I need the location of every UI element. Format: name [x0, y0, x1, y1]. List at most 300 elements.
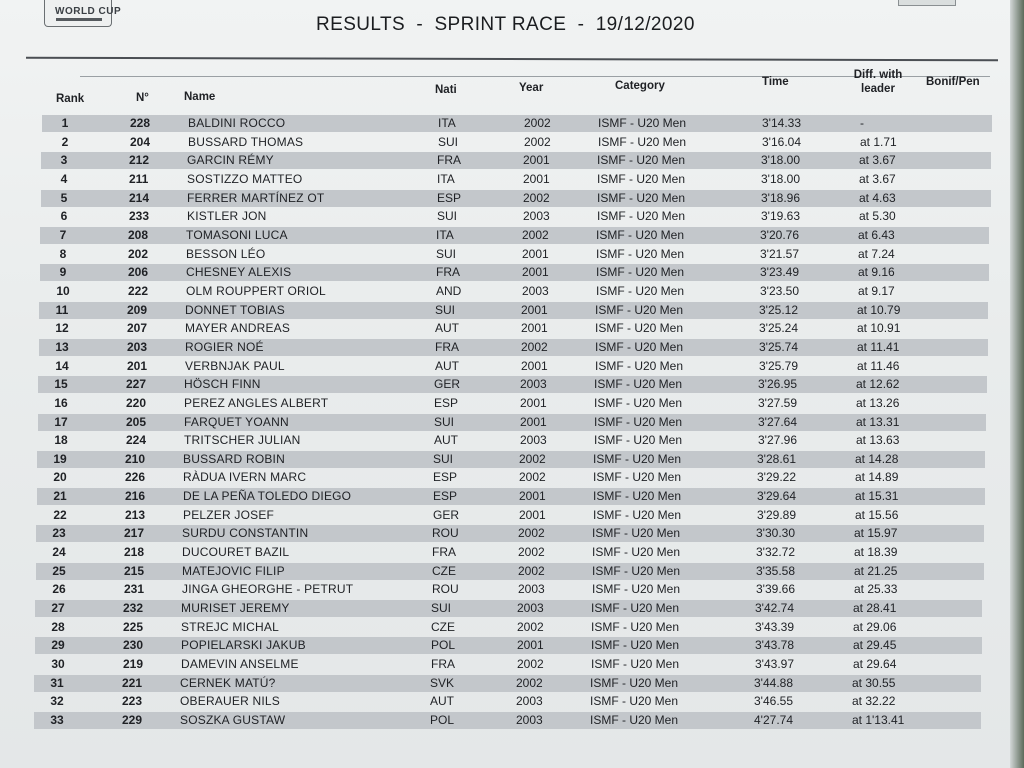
nation-cell: SUI	[433, 452, 454, 466]
bib-cell: 219	[123, 657, 144, 671]
table-row	[41, 171, 991, 188]
time-cell: 3'25.12	[759, 303, 798, 317]
time-cell: 3'18.96	[761, 191, 800, 205]
bib-cell: 232	[123, 601, 144, 615]
category-cell: ISMF - U20 Men	[590, 694, 679, 708]
year-cell: 2002	[524, 135, 551, 149]
athlete-name-cell: GARCIN RÉMY	[187, 153, 274, 167]
bib-cell: 217	[124, 526, 145, 540]
row-shading	[38, 376, 987, 393]
table-row	[39, 302, 988, 319]
year-cell: 2001	[522, 265, 549, 279]
diff-cell: at 9.17	[858, 284, 895, 298]
diff-cell: at 29.45	[853, 638, 897, 652]
category-cell: ISMF - U20 Men	[592, 545, 681, 559]
bib-cell: 224	[126, 433, 147, 447]
table-row	[39, 358, 988, 375]
time-cell: 3'35.58	[756, 564, 795, 578]
bib-cell: 222	[128, 284, 149, 298]
table-row	[40, 246, 989, 263]
athlete-name-cell: MURISET JEREMY	[181, 601, 290, 615]
row-shading	[36, 563, 984, 580]
category-cell: ISMF - U20 Men	[593, 452, 682, 466]
rank-cell: 19	[53, 452, 67, 466]
bib-cell: 221	[122, 676, 143, 690]
bib-cell: 201	[127, 359, 148, 373]
category-cell: ISMF - U20 Men	[597, 209, 686, 223]
category-cell: ISMF - U20 Men	[590, 713, 679, 727]
bib-cell: 210	[125, 452, 146, 466]
bib-cell: 202	[128, 247, 149, 261]
bib-cell: 206	[128, 265, 149, 279]
col-header-diff-line1: Diff. with	[853, 69, 903, 81]
table-row	[37, 469, 985, 486]
nation-cell: CZE	[431, 620, 455, 634]
diff-cell: at 11.41	[857, 340, 900, 354]
year-cell: 2002	[519, 452, 546, 466]
rank-cell: 10	[56, 284, 70, 298]
year-cell: 2002	[518, 564, 545, 578]
nation-cell: FRA	[431, 657, 455, 671]
nation-cell: POL	[431, 638, 456, 652]
diff-cell: at 1'13.41	[852, 713, 905, 727]
diff-cell: at 21.25	[854, 564, 898, 578]
row-shading	[34, 712, 981, 729]
category-cell: ISMF - U20 Men	[596, 284, 685, 298]
category-cell: ISMF - U20 Men	[591, 657, 680, 671]
nation-cell: ESP	[437, 191, 462, 205]
nation-cell: ITA	[437, 172, 455, 186]
athlete-name-cell: RÀDUA IVERN MARC	[183, 470, 307, 484]
year-cell: 2003	[516, 713, 543, 727]
col-header-bib: N°	[136, 92, 149, 104]
rank-cell: 15	[54, 377, 68, 391]
category-cell: ISMF - U20 Men	[590, 676, 679, 690]
bib-cell: 223	[122, 694, 143, 708]
athlete-name-cell: SOSZKA GUSTAW	[180, 713, 286, 727]
diff-cell: at 10.91	[857, 321, 901, 335]
category-cell: ISMF - U20 Men	[597, 172, 686, 186]
row-shading	[37, 488, 985, 505]
bib-cell: 230	[123, 638, 144, 652]
bib-cell: 229	[122, 713, 143, 727]
athlete-name-cell: DUCOURET BAZIL	[182, 545, 290, 559]
athlete-name-cell: DE LA PEÑA TOLEDO DIEGO	[183, 489, 352, 503]
nation-cell: FRA	[432, 545, 456, 559]
rank-cell: 23	[52, 526, 66, 540]
rank-cell: 14	[55, 359, 69, 373]
year-cell: 2003	[520, 433, 547, 447]
nation-cell: SUI	[436, 247, 457, 261]
diff-cell: at 4.63	[859, 191, 896, 205]
row-shading	[38, 414, 986, 431]
nation-cell: SUI	[438, 135, 459, 149]
diff-cell: at 15.31	[855, 489, 899, 503]
year-cell: 2003	[522, 284, 549, 298]
rank-cell: 33	[50, 713, 64, 727]
col-header-name: Name	[184, 91, 216, 103]
athlete-name-cell: MATEJOVIC FILIP	[182, 564, 285, 578]
bib-cell: 212	[129, 153, 150, 167]
category-cell: ISMF - U20 Men	[595, 340, 684, 354]
table-row	[36, 544, 984, 561]
table-row	[35, 619, 982, 636]
rank-cell: 20	[53, 470, 67, 484]
category-cell: ISMF - U20 Men	[594, 377, 683, 391]
rank-cell: 29	[51, 638, 65, 652]
athlete-name-cell: CHESNEY ALEXIS	[186, 265, 292, 279]
rank-cell: 3	[60, 153, 68, 167]
year-cell: 2001	[517, 638, 544, 652]
row-shading	[40, 227, 989, 244]
year-cell: 2001	[520, 415, 547, 429]
rank-cell: 18	[54, 433, 68, 447]
time-cell: 3'29.64	[757, 489, 796, 503]
col-header-bonif: Bonif/Pen	[926, 76, 980, 88]
diff-cell: at 18.39	[854, 545, 898, 559]
table-row	[37, 488, 985, 505]
athlete-name-cell: DONNET TOBIAS	[185, 303, 285, 317]
bib-cell: 209	[127, 303, 148, 317]
time-cell: 3'43.97	[755, 657, 794, 671]
logo-text: WORLD CUP	[55, 6, 122, 17]
category-cell: ISMF - U20 Men	[597, 153, 686, 167]
time-cell: 3'28.61	[757, 452, 796, 466]
category-cell: ISMF - U20 Men	[595, 321, 684, 335]
year-cell: 2003	[520, 377, 547, 391]
bib-cell: 218	[124, 545, 145, 559]
category-cell: ISMF - U20 Men	[593, 470, 682, 484]
athlete-name-cell: SOSTIZZO MATTEO	[187, 172, 303, 186]
table-row	[34, 712, 981, 729]
category-cell: ISMF - U20 Men	[592, 526, 681, 540]
row-shading	[36, 525, 984, 542]
year-cell: 2001	[521, 321, 548, 335]
rank-cell: 30	[51, 657, 65, 671]
table-row	[39, 320, 988, 337]
nation-cell: AUT	[434, 433, 458, 447]
nation-cell: ROU	[432, 582, 459, 596]
nation-cell: AUT	[435, 321, 459, 335]
category-cell: ISMF - U20 Men	[591, 620, 680, 634]
athlete-name-cell: VERBNJAK PAUL	[185, 359, 285, 373]
category-cell: ISMF - U20 Men	[594, 415, 683, 429]
category-cell: ISMF - U20 Men	[593, 489, 682, 503]
nation-cell: SVK	[430, 676, 455, 690]
time-cell: 3'18.00	[761, 153, 800, 167]
bib-cell: 215	[124, 564, 145, 578]
category-cell: ISMF - U20 Men	[595, 303, 684, 317]
year-cell: 2002	[519, 470, 546, 484]
nation-cell: AUT	[435, 359, 459, 373]
table-row	[37, 507, 985, 524]
year-cell: 2001	[522, 247, 549, 261]
time-cell: 3'27.59	[758, 396, 797, 410]
athlete-name-cell: BUSSARD THOMAS	[188, 135, 304, 149]
nation-cell: GER	[433, 508, 460, 522]
bib-cell: 227	[126, 377, 147, 391]
row-shading	[39, 339, 988, 356]
rank-cell: 6	[60, 209, 68, 223]
table-row	[40, 264, 989, 281]
table-row	[38, 376, 987, 393]
row-shading	[39, 302, 988, 319]
rank-cell: 8	[59, 247, 67, 261]
rank-cell: 7	[59, 228, 67, 242]
time-cell: 3'26.95	[758, 377, 797, 391]
rank-cell: 22	[53, 508, 67, 522]
nation-cell: SUI	[435, 303, 456, 317]
nation-cell: ESP	[433, 470, 458, 484]
row-shading	[35, 600, 982, 617]
bib-cell: 211	[129, 172, 149, 186]
rank-cell: 31	[50, 676, 64, 690]
bib-cell: 213	[125, 508, 146, 522]
time-cell: 3'18.00	[761, 172, 800, 186]
category-cell: ISMF - U20 Men	[596, 247, 685, 261]
athlete-name-cell: CERNEK MATÚ?	[180, 676, 276, 690]
category-cell: ISMF - U20 Men	[598, 135, 687, 149]
diff-cell: at 6.43	[858, 228, 895, 242]
year-cell: 2002	[523, 191, 550, 205]
diff-cell: at 14.89	[855, 470, 899, 484]
year-cell: 2002	[524, 116, 551, 130]
table-row	[34, 675, 981, 692]
category-cell: ISMF - U20 Men	[594, 433, 683, 447]
rank-cell: 11	[55, 303, 69, 317]
rank-cell: 2	[61, 135, 69, 149]
year-cell: 2001	[519, 508, 546, 522]
time-cell: 3'29.22	[757, 470, 796, 484]
time-cell: 3'25.74	[759, 340, 798, 354]
year-cell: 2003	[517, 601, 544, 615]
time-cell: 3'19.63	[761, 209, 800, 223]
nation-cell: CZE	[432, 564, 456, 578]
category-cell: ISMF - U20 Men	[592, 564, 681, 578]
time-cell: 3'27.64	[758, 415, 797, 429]
rank-cell: 26	[52, 582, 66, 596]
time-cell: 3'46.55	[754, 694, 793, 708]
col-header-time: Time	[762, 76, 789, 88]
athlete-name-cell: FARQUET YOANN	[184, 415, 289, 429]
year-cell: 2002	[518, 526, 545, 540]
year-cell: 2002	[517, 620, 544, 634]
time-cell: 3'20.76	[760, 228, 799, 242]
category-cell: ISMF - U20 Men	[591, 601, 680, 615]
nation-cell: POL	[430, 713, 455, 727]
diff-cell: at 11.46	[857, 359, 900, 373]
col-header-diff-line2: leader	[861, 83, 895, 95]
table-row	[39, 339, 988, 356]
time-cell: 3'23.50	[760, 284, 799, 298]
nation-cell: ESP	[433, 489, 458, 503]
time-cell: 3'29.89	[757, 508, 796, 522]
bib-cell: 204	[130, 135, 151, 149]
table-row	[35, 637, 982, 654]
table-row	[41, 190, 991, 207]
time-cell: 3'16.04	[762, 135, 801, 149]
nation-cell: SUI	[431, 601, 452, 615]
rank-cell: 32	[50, 694, 64, 708]
bib-cell: 216	[125, 489, 146, 503]
category-cell: ISMF - U20 Men	[594, 396, 683, 410]
diff-cell: at 14.28	[855, 452, 899, 466]
bib-cell: 205	[126, 415, 147, 429]
rank-cell: 27	[51, 601, 65, 615]
year-cell: 2002	[516, 676, 543, 690]
time-cell: 3'14.33	[762, 116, 801, 130]
rank-cell: 24	[52, 545, 66, 559]
table-row	[36, 525, 984, 542]
bib-cell: 233	[129, 209, 150, 223]
athlete-name-cell: BESSON LÉO	[186, 247, 266, 261]
row-shading	[34, 675, 981, 692]
col-header-category: Category	[615, 80, 665, 92]
table-row	[36, 581, 983, 598]
nation-cell: GER	[434, 377, 461, 391]
athlete-name-cell: PEREZ ANGLES ALBERT	[184, 396, 329, 410]
nation-cell: ROU	[432, 526, 459, 540]
time-cell: 3'25.24	[759, 321, 798, 335]
nation-cell: SUI	[434, 415, 455, 429]
row-shading	[42, 115, 992, 132]
category-cell: ISMF - U20 Men	[596, 265, 685, 279]
category-cell: ISMF - U20 Men	[596, 228, 685, 242]
athlete-name-cell: TRITSCHER JULIAN	[184, 433, 301, 447]
nation-cell: FRA	[435, 340, 459, 354]
table-row	[40, 283, 989, 300]
time-cell: 3'39.66	[756, 582, 795, 596]
athlete-name-cell: KISTLER JON	[187, 209, 267, 223]
diff-cell: at 30.55	[852, 676, 896, 690]
rank-cell: 9	[59, 265, 67, 279]
table-row	[35, 600, 982, 617]
year-cell: 2001	[523, 172, 550, 186]
year-cell: 2002	[518, 545, 545, 559]
diff-cell: at 12.62	[856, 377, 900, 391]
bib-cell: 225	[123, 620, 144, 634]
rank-cell: 12	[55, 321, 69, 335]
athlete-name-cell: DAMEVIN ANSELME	[181, 657, 299, 671]
diff-cell: at 5.30	[859, 209, 896, 223]
rank-cell: 4	[60, 172, 68, 186]
table-row	[41, 152, 991, 169]
table-row	[38, 432, 986, 449]
time-cell: 4'27.74	[754, 713, 793, 727]
rank-cell: 16	[54, 396, 68, 410]
time-cell: 3'32.72	[756, 545, 795, 559]
nation-cell: ITA	[438, 116, 456, 130]
time-cell: 3'43.78	[755, 638, 794, 652]
year-cell: 2002	[522, 228, 549, 242]
diff-cell: at 29.06	[853, 620, 897, 634]
time-cell: 3'21.57	[760, 247, 799, 261]
nation-cell: ESP	[434, 396, 459, 410]
nation-cell: FRA	[437, 153, 461, 167]
bib-cell: 228	[130, 116, 151, 130]
year-cell: 2001	[521, 359, 548, 373]
diff-cell: at 28.41	[853, 601, 897, 615]
rank-cell: 1	[61, 116, 69, 130]
col-header-rank: Rank	[56, 93, 85, 105]
table-row	[34, 693, 981, 710]
year-cell: 2002	[517, 657, 544, 671]
year-cell: 2003	[523, 209, 550, 223]
table-row	[42, 115, 992, 132]
time-cell: 3'27.96	[758, 433, 797, 447]
athlete-name-cell: FERRER MARTÍNEZ OT	[187, 191, 325, 205]
rank-cell: 5	[60, 191, 68, 205]
bib-cell: 220	[126, 396, 147, 410]
category-cell: ISMF - U20 Men	[592, 582, 681, 596]
table-row	[36, 563, 984, 580]
diff-cell: at 7.24	[858, 247, 895, 261]
year-cell: 2001	[523, 153, 550, 167]
diff-cell: at 1.71	[860, 135, 897, 149]
diff-cell: at 15.56	[855, 508, 899, 522]
bib-cell: 207	[127, 321, 148, 335]
athlete-name-cell: JINGA GHEORGHE - PETRUT	[182, 582, 354, 596]
time-cell: 3'42.74	[755, 601, 794, 615]
bib-cell: 226	[125, 470, 146, 484]
year-cell: 2001	[519, 489, 546, 503]
time-cell: 3'25.79	[759, 359, 798, 373]
athlete-name-cell: ROGIER NOÉ	[185, 340, 264, 354]
diff-cell: at 9.16	[858, 265, 895, 279]
row-shading	[35, 637, 982, 654]
time-cell: 3'30.30	[756, 526, 795, 540]
col-header-year: Year	[519, 82, 544, 94]
table-row	[41, 208, 990, 225]
page-edge-shadow	[1010, 0, 1024, 768]
table-row	[42, 134, 992, 151]
bib-cell: 208	[128, 228, 149, 242]
time-cell: 3'44.88	[754, 676, 793, 690]
year-cell: 2003	[518, 582, 545, 596]
diff-cell: at 10.79	[857, 303, 901, 317]
athlete-name-cell: SURDU CONSTANTIN	[182, 526, 309, 540]
diff-cell: at 13.63	[856, 433, 900, 447]
diff-cell: at 32.22	[852, 694, 896, 708]
bib-cell: 231	[124, 582, 145, 596]
time-cell: 3'43.39	[755, 620, 794, 634]
athlete-name-cell: BUSSARD ROBIN	[183, 452, 285, 466]
rank-cell: 13	[55, 340, 69, 354]
bib-cell: 214	[129, 191, 150, 205]
athlete-name-cell: OLM ROUPPERT ORIOL	[186, 284, 326, 298]
year-cell: 2002	[521, 340, 548, 354]
rank-cell: 17	[54, 415, 68, 429]
rank-cell: 21	[53, 489, 67, 503]
diff-cell: at 3.67	[859, 153, 896, 167]
diff-cell: at 13.26	[856, 396, 900, 410]
diff-cell: at 29.64	[853, 657, 897, 671]
table-row	[35, 656, 982, 673]
nation-cell: FRA	[436, 265, 460, 279]
category-cell: ISMF - U20 Men	[593, 508, 682, 522]
athlete-name-cell: STREJC MICHAL	[181, 620, 279, 634]
nation-cell: AUT	[430, 694, 454, 708]
row-shading	[37, 451, 985, 468]
athlete-name-cell: OBERAUER NILS	[180, 694, 280, 708]
table-row	[38, 395, 986, 412]
category-cell: ISMF - U20 Men	[591, 638, 680, 652]
athlete-name-cell: TOMASONI LUCA	[186, 228, 288, 242]
nation-cell: ITA	[436, 228, 454, 242]
year-cell: 2001	[521, 303, 548, 317]
rank-cell: 25	[52, 564, 66, 578]
category-cell: ISMF - U20 Men	[595, 359, 684, 373]
